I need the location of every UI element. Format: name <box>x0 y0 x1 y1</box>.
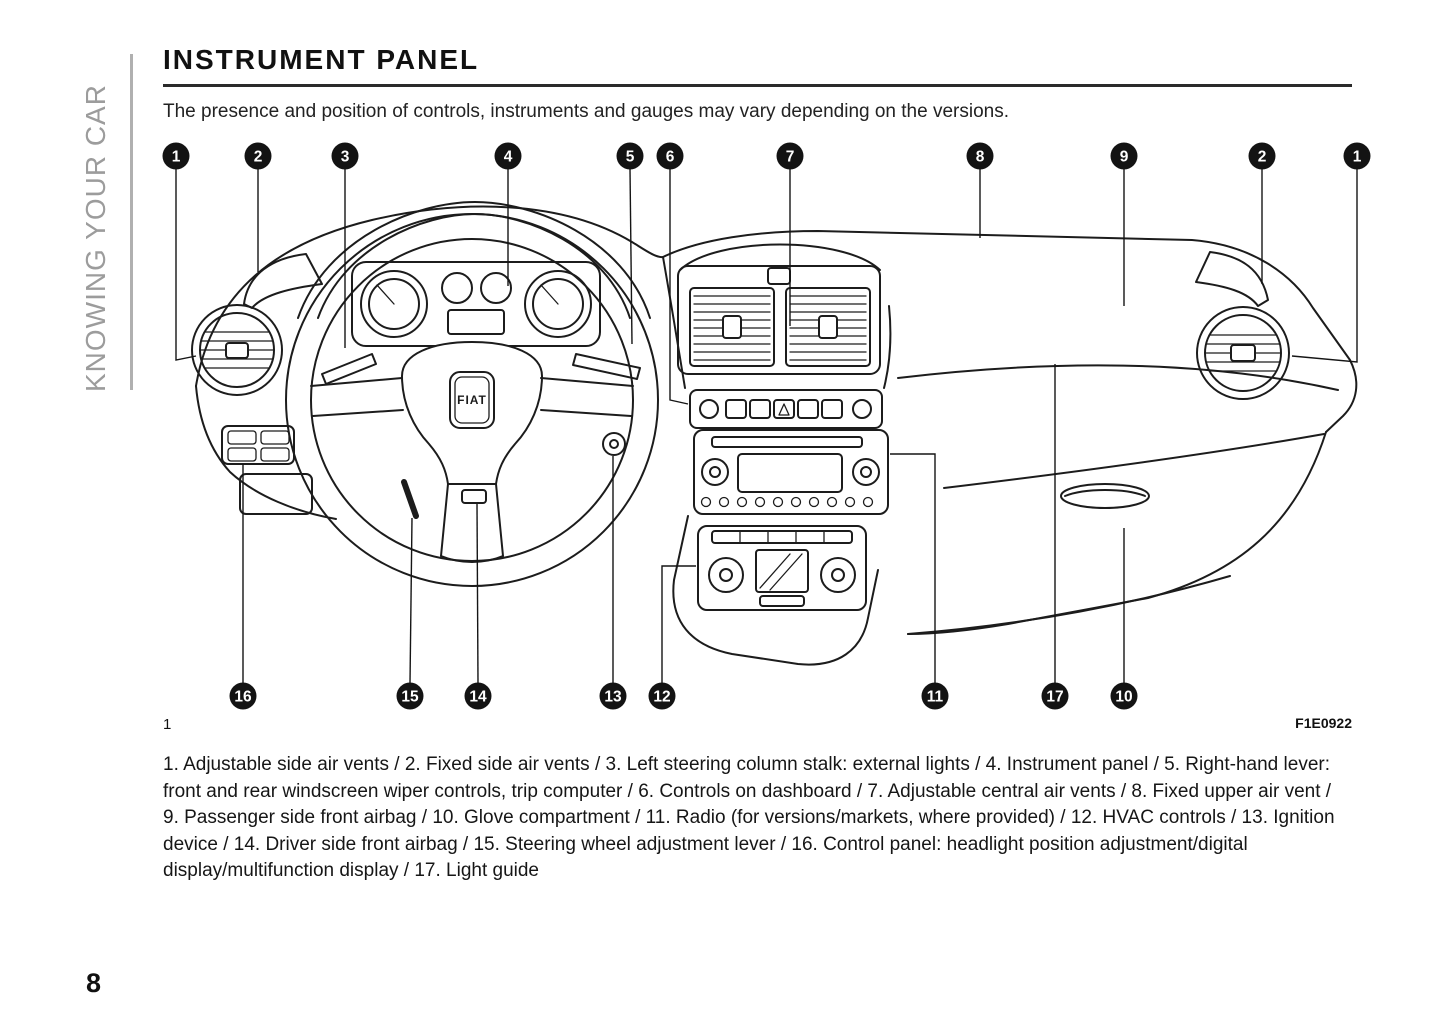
intro-text: The presence and position of controls, instruments and gauges may vary depending on the versions. <box>163 101 1010 122</box>
callout-label-9-2: 2 <box>1257 148 1267 166</box>
callout-label-2-3: 3 <box>340 148 350 166</box>
radio-display <box>738 454 842 492</box>
leader-line-15-12 <box>662 566 696 683</box>
central-air-vents <box>678 245 880 375</box>
figure-number: 1 <box>163 716 172 733</box>
callout-label-3-4: 4 <box>503 148 513 166</box>
callout-label-7-8: 8 <box>975 148 985 166</box>
steering-adjust-lever <box>404 482 416 516</box>
left-fixed-side-vent <box>244 254 322 308</box>
hazard-icon <box>779 404 789 415</box>
callout-label-5-6: 6 <box>665 148 675 166</box>
callout-label-13-14: 14 <box>469 688 487 706</box>
chapter-sidebar-label: KNOWING YOUR CAR <box>80 84 111 392</box>
left-side-air-vent <box>192 305 282 395</box>
hvac-controls <box>698 526 866 610</box>
ignition-device <box>603 433 625 455</box>
dashboard-figure <box>0 138 1445 738</box>
left-storage <box>240 474 312 514</box>
leader-line-12-15 <box>410 518 412 683</box>
instrument-cluster <box>298 202 650 346</box>
left-stalk-lights <box>322 354 376 384</box>
dashboard-drawing <box>0 138 1445 738</box>
leader-line-13-14 <box>477 504 478 683</box>
callout-label-0-1: 1 <box>171 148 181 166</box>
callout-label-10-1: 1 <box>1352 148 1362 166</box>
callout-label-11-16: 16 <box>234 688 252 706</box>
headlight-control-panel <box>222 426 294 464</box>
callout-label-1-2: 2 <box>253 148 263 166</box>
cd-slot <box>712 437 862 447</box>
fiat-logo-text: FIAT <box>457 393 487 407</box>
radio-unit <box>694 430 888 514</box>
right-fixed-side-vent <box>1196 252 1268 306</box>
glove-compartment-handle <box>1061 484 1149 508</box>
callout-label-4-5: 5 <box>625 148 635 166</box>
callout-label-15-12: 12 <box>653 688 671 706</box>
right-side-air-vent <box>1197 307 1289 399</box>
callout-label-6-7: 7 <box>785 148 795 166</box>
figure-legend: 1. Adjustable side air vents / 2. Fixed side air vents / 3. Left steering column stalk: external lights / 4. Instrument panel / 5. Right-hand lever: front and rear windscreen wiper controls, trip computer / 6. Controls on dashboard / 7. Adjustable central air vents / 8. Fixed upper air vent / 9. Passenger side front airbag / 10. Glove compartment / 11. Radio (for versions/markets, where provided) / 12. HVAC controls / 13. Ignition device / 14. Driver side front airbag / 15. Steering wheel adjustment lever / 16. Control panel: headlight position adjustment/digital display/multifunction display / 17. Light guide <box>163 754 1335 882</box>
leader-line-16-11 <box>890 454 935 683</box>
figure-code: F1E0922 <box>1295 715 1352 731</box>
callout-label-16-11: 11 <box>926 688 944 706</box>
callout-label-12-15: 15 <box>401 688 419 706</box>
page-title: INSTRUMENT PANEL <box>163 44 1352 87</box>
leader-line-0-1 <box>176 169 196 360</box>
callout-label-17-17: 17 <box>1046 688 1064 706</box>
page-number: 8 <box>86 968 102 998</box>
leader-line-10-1 <box>1292 169 1357 362</box>
callout-label-14-13: 13 <box>604 688 622 706</box>
dashboard-controls <box>690 390 882 428</box>
callout-label-8-9: 9 <box>1119 148 1129 166</box>
callout-label-18-10: 10 <box>1115 688 1133 706</box>
